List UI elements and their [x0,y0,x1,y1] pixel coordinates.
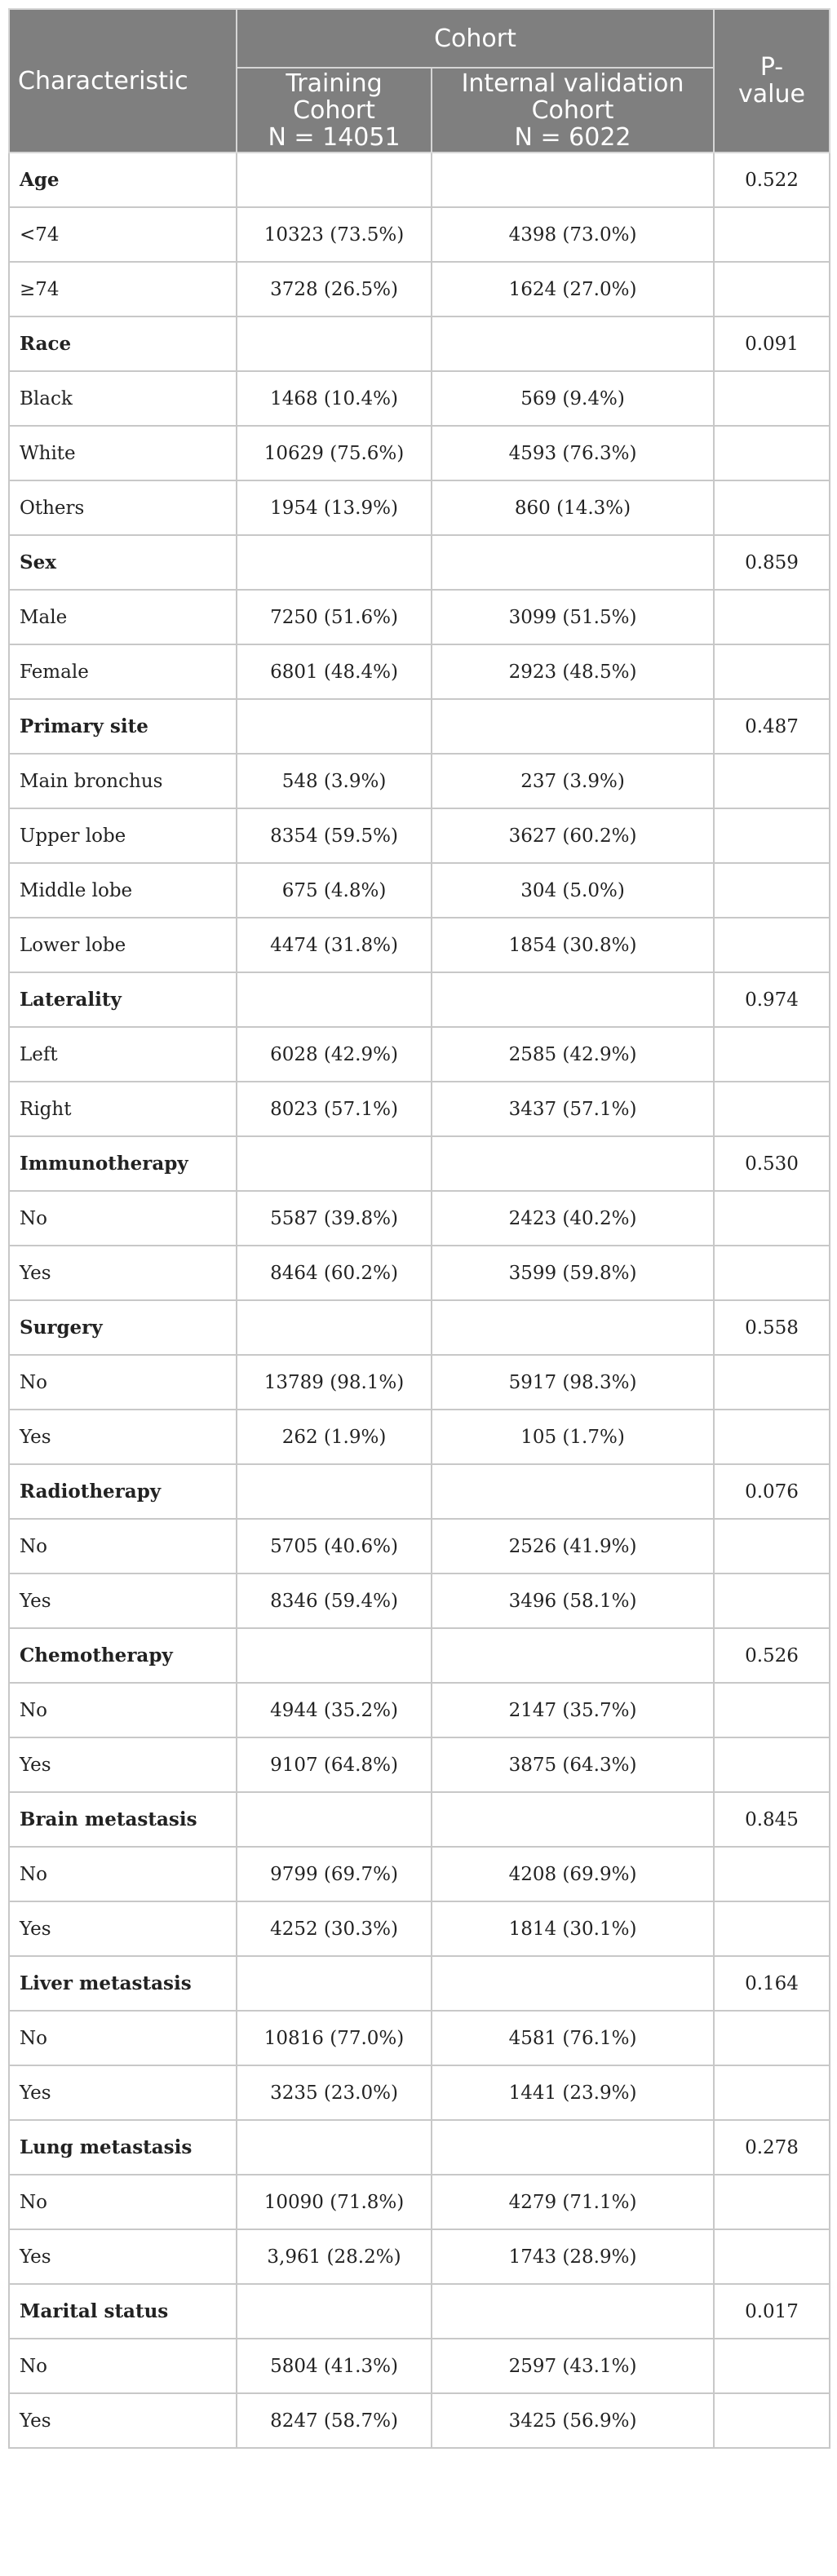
category-label: Surgery [9,1300,237,1355]
row-label: No [9,2339,237,2393]
header-characteristic: Characteristic [9,9,237,153]
category-row [9,972,830,1027]
validation-cohort-cell [432,1956,714,2011]
training-cohort-cell: 8346 (59.4%) [237,1573,432,1628]
training-cohort-cell: 3,961 (28.2%) [237,2229,432,2284]
table-body [9,153,830,2448]
row-label: No [9,2175,237,2229]
training-cohort-cell [237,972,432,1027]
row-label: No [9,2011,237,2065]
p-value-cell [714,918,830,972]
training-cohort-cell: 6801 (48.4%) [237,644,432,699]
p-value-cell: 0.845 [714,1792,830,1847]
validation-cohort-cell: 3599 (59.8%) [432,1246,714,1300]
row-label: No [9,1355,237,1410]
validation-cohort-cell: 2526 (41.9%) [432,1519,714,1573]
training-cohort-cell: 10629 (75.6%) [237,426,432,480]
characteristics-table [8,8,830,2449]
validation-cohort-cell: 5917 (98.3%) [432,1355,714,1410]
training-cohort-cell: 548 (3.9%) [237,754,432,808]
validation-cohort-cell: 304 (5.0%) [432,863,714,918]
table-row [9,371,830,426]
category-row [9,1136,830,1191]
p-value-cell [714,371,830,426]
category-row [9,153,830,207]
validation-cohort-cell [432,316,714,371]
validation-cohort-cell [432,1464,714,1519]
p-value-cell [714,1027,830,1082]
p-value-cell [714,1355,830,1410]
table-row [9,480,830,535]
validation-cohort-cell: 1441 (23.9%) [432,2065,714,2120]
p-value-cell [714,1082,830,1136]
training-cohort-cell: 9107 (64.8%) [237,1737,432,1792]
validation-cohort-cell: 3099 (51.5%) [432,590,714,644]
p-value-cell [714,1737,830,1792]
table-row [9,918,830,972]
validation-cohort-cell [432,2284,714,2339]
validation-cohort-cell: 1814 (30.1%) [432,1901,714,1956]
validation-cohort-cell: 3496 (58.1%) [432,1573,714,1628]
p-value-cell [714,1847,830,1901]
p-value-cell [714,590,830,644]
validation-cohort-cell [432,972,714,1027]
validation-cohort-cell: 860 (14.3%) [432,480,714,535]
row-label: Female [9,644,237,699]
validation-cohort-cell [432,1136,714,1191]
category-row [9,1464,830,1519]
training-cohort-cell [237,1956,432,2011]
category-label: Race [9,316,237,371]
category-row [9,1300,830,1355]
validation-cohort-cell [432,1628,714,1683]
category-label: Lung metastasis [9,2120,237,2175]
row-label: No [9,1847,237,1901]
p-value-cell: 0.278 [714,2120,830,2175]
p-value-cell [714,2175,830,2229]
table-row [9,1573,830,1628]
p-value-cell: 0.017 [714,2284,830,2339]
p-value-cell: 0.558 [714,1300,830,1355]
table-row [9,1410,830,1464]
training-cohort-cell: 8354 (59.5%) [237,808,432,863]
validation-cohort-cell: 3627 (60.2%) [432,808,714,863]
training-cohort-cell [237,1792,432,1847]
p-value-cell: 0.859 [714,535,830,590]
row-label: No [9,1683,237,1737]
category-label: Age [9,153,237,207]
row-label: ≥74 [9,262,237,316]
training-cohort-cell: 3235 (23.0%) [237,2065,432,2120]
row-label: Main bronchus [9,754,237,808]
table-row [9,1191,830,1246]
p-value-cell [714,2011,830,2065]
category-row [9,1628,830,1683]
validation-cohort-cell [432,1792,714,1847]
p-value-cell [714,426,830,480]
training-cohort-cell: 7250 (51.6%) [237,590,432,644]
training-cohort-cell: 9799 (69.7%) [237,1847,432,1901]
row-label: Yes [9,1573,237,1628]
validation-cohort-cell: 4208 (69.9%) [432,1847,714,1901]
p-value-cell: 0.164 [714,1956,830,2011]
header-pvalue: P- value [714,9,830,153]
p-value-cell [714,808,830,863]
p-value-cell [714,2393,830,2448]
validation-cohort-cell: 4581 (76.1%) [432,2011,714,2065]
p-value-cell [714,2339,830,2393]
row-label: No [9,1519,237,1573]
table-row [9,2011,830,2065]
training-cohort-cell: 10816 (77.0%) [237,2011,432,2065]
table-row [9,808,830,863]
validation-cohort-cell [432,153,714,207]
table-row [9,590,830,644]
training-cohort-cell: 5705 (40.6%) [237,1519,432,1573]
training-cohort-cell: 4252 (30.3%) [237,1901,432,1956]
validation-cohort-cell: 3875 (64.3%) [432,1737,714,1792]
training-cohort-cell [237,535,432,590]
row-label: Yes [9,1737,237,1792]
header-training-cohort: Training Cohort N = 14051 [237,68,432,153]
p-value-cell [714,754,830,808]
p-value-cell [714,1573,830,1628]
table-row [9,1082,830,1136]
table-row [9,1901,830,1956]
training-cohort-cell: 8247 (58.7%) [237,2393,432,2448]
category-label: Primary site [9,699,237,754]
row-label: Left [9,1027,237,1082]
p-value-cell [714,1191,830,1246]
row-label: Upper lobe [9,808,237,863]
validation-cohort-cell: 4279 (71.1%) [432,2175,714,2229]
training-cohort-cell: 3728 (26.5%) [237,262,432,316]
row-label: Yes [9,2065,237,2120]
category-label: Immunotherapy [9,1136,237,1191]
p-value-cell [714,2065,830,2120]
category-row [9,1956,830,2011]
training-cohort-cell: 5587 (39.8%) [237,1191,432,1246]
category-label: Sex [9,535,237,590]
training-cohort-cell [237,1464,432,1519]
training-cohort-cell: 13789 (98.1%) [237,1355,432,1410]
table-row [9,426,830,480]
p-value-cell [714,863,830,918]
category-row [9,1792,830,1847]
table-row [9,1847,830,1901]
p-value-cell [714,480,830,535]
validation-cohort-cell: 569 (9.4%) [432,371,714,426]
training-cohort-cell: 4944 (35.2%) [237,1683,432,1737]
validation-cohort-cell: 2923 (48.5%) [432,644,714,699]
row-label: <74 [9,207,237,262]
p-value-cell: 0.091 [714,316,830,371]
validation-cohort-cell: 1854 (30.8%) [432,918,714,972]
table-row [9,863,830,918]
training-cohort-cell: 262 (1.9%) [237,1410,432,1464]
p-value-cell: 0.076 [714,1464,830,1519]
p-value-cell [714,1410,830,1464]
p-value-cell [714,2229,830,2284]
row-label: Right [9,1082,237,1136]
table-row [9,262,830,316]
training-cohort-cell: 4474 (31.8%) [237,918,432,972]
validation-cohort-cell [432,2120,714,2175]
row-label: No [9,1191,237,1246]
p-value-cell [714,1246,830,1300]
table-row [9,754,830,808]
category-row [9,699,830,754]
validation-cohort-cell: 2423 (40.2%) [432,1191,714,1246]
table-row [9,1683,830,1737]
row-label: Yes [9,2393,237,2448]
row-label: Middle lobe [9,863,237,918]
row-label: Male [9,590,237,644]
row-label: Yes [9,2229,237,2284]
validation-cohort-cell: 1743 (28.9%) [432,2229,714,2284]
validation-cohort-cell [432,1300,714,1355]
training-cohort-cell: 10323 (73.5%) [237,207,432,262]
category-row [9,535,830,590]
category-label: Marital status [9,2284,237,2339]
row-label: Lower lobe [9,918,237,972]
training-cohort-cell: 8464 (60.2%) [237,1246,432,1300]
validation-cohort-cell: 105 (1.7%) [432,1410,714,1464]
p-value-cell: 0.526 [714,1628,830,1683]
table-row [9,2393,830,2448]
training-cohort-cell [237,1300,432,1355]
validation-cohort-cell: 4398 (73.0%) [432,207,714,262]
training-cohort-cell [237,1628,432,1683]
category-label: Liver metastasis [9,1956,237,2011]
training-cohort-cell [237,316,432,371]
validation-cohort-cell: 237 (3.9%) [432,754,714,808]
p-value-cell [714,1519,830,1573]
validation-cohort-cell: 3425 (56.9%) [432,2393,714,2448]
training-cohort-cell [237,2120,432,2175]
row-label: Yes [9,1410,237,1464]
p-value-cell: 0.530 [714,1136,830,1191]
p-value-cell [714,644,830,699]
training-cohort-cell: 6028 (42.9%) [237,1027,432,1082]
training-cohort-cell: 675 (4.8%) [237,863,432,918]
table-row [9,644,830,699]
row-label: Yes [9,1246,237,1300]
validation-cohort-cell: 2147 (35.7%) [432,1683,714,1737]
training-cohort-cell [237,1136,432,1191]
training-cohort-cell: 10090 (71.8%) [237,2175,432,2229]
validation-cohort-cell: 2585 (42.9%) [432,1027,714,1082]
validation-cohort-cell: 2597 (43.1%) [432,2339,714,2393]
table-row [9,2339,830,2393]
table-row [9,1355,830,1410]
table-row [9,2175,830,2229]
row-label: Others [9,480,237,535]
table-row [9,207,830,262]
row-label: White [9,426,237,480]
validation-cohort-cell: 1624 (27.0%) [432,262,714,316]
table-row [9,1737,830,1792]
training-cohort-cell: 1468 (10.4%) [237,371,432,426]
p-value-cell [714,1901,830,1956]
row-label: Black [9,371,237,426]
row-label: Yes [9,1901,237,1956]
table-row [9,1246,830,1300]
training-cohort-cell: 1954 (13.9%) [237,480,432,535]
p-value-cell [714,207,830,262]
training-cohort-cell: 8023 (57.1%) [237,1082,432,1136]
validation-cohort-cell [432,535,714,590]
table-row [9,1519,830,1573]
header-cohort: Cohort [237,9,714,68]
category-label: Laterality [9,972,237,1027]
table-row [9,1027,830,1082]
category-row [9,2120,830,2175]
p-value-cell [714,262,830,316]
category-label: Chemotherapy [9,1628,237,1683]
training-cohort-cell: 5804 (41.3%) [237,2339,432,2393]
table-row [9,2229,830,2284]
table-row [9,2065,830,2120]
training-cohort-cell [237,153,432,207]
category-label: Radiotherapy [9,1464,237,1519]
category-row [9,316,830,371]
validation-cohort-cell [432,699,714,754]
validation-cohort-cell: 3437 (57.1%) [432,1082,714,1136]
training-cohort-cell [237,699,432,754]
p-value-cell: 0.487 [714,699,830,754]
header-validation-cohort: Internal validation Cohort N = 6022 [432,68,714,153]
category-row [9,2284,830,2339]
category-label: Brain metastasis [9,1792,237,1847]
training-cohort-cell [237,2284,432,2339]
p-value-cell: 0.974 [714,972,830,1027]
validation-cohort-cell: 4593 (76.3%) [432,426,714,480]
p-value-cell: 0.522 [714,153,830,207]
p-value-cell [714,1683,830,1737]
